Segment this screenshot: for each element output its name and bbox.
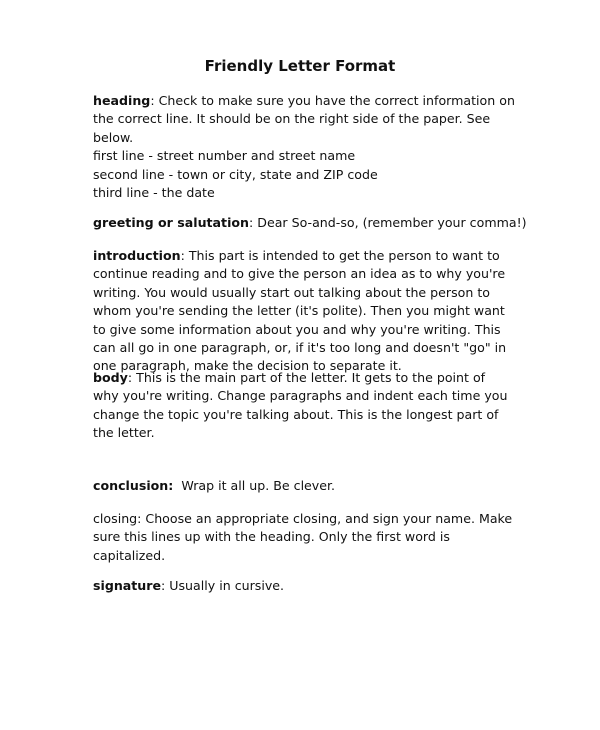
separator: : <box>161 578 170 593</box>
section-heading <box>93 92 515 202</box>
text-line: why you're writing. Change paragraphs and indent each time you <box>93 388 508 404</box>
text-line: can all go in one paragraph, or, if it's too long and doesn't "go" in <box>93 340 507 356</box>
text-line: one paragraph, make the decision to separate it. <box>93 358 402 374</box>
text-line: first line - street number and street name <box>93 148 356 164</box>
text-line: continue reading and to give the person an idea as to why you're <box>93 266 506 282</box>
section-signature <box>93 577 284 595</box>
text-line: Check to make sure you have the correct information on <box>158 93 515 108</box>
separator: : <box>150 93 159 108</box>
text-line: This is the main part of the letter. It gets to the point of <box>136 370 486 385</box>
text-line: the letter. <box>93 425 155 441</box>
section-label: conclusion: <box>93 478 174 493</box>
text-line: sure this lines up with the heading. Only the first word is <box>93 529 450 545</box>
text-line: below. <box>93 129 134 145</box>
text-line: writing. You would usually start out talking about the person to <box>93 284 490 300</box>
section-conclusion <box>93 477 335 495</box>
section-body <box>93 369 507 443</box>
section-label: introduction <box>93 248 181 263</box>
page-title: Friendly Letter Format <box>204 57 396 75</box>
text-line: third line - the date <box>93 185 215 201</box>
separator: : <box>180 248 189 263</box>
section-closing <box>93 510 512 565</box>
section-label: signature <box>93 578 162 593</box>
separator: : <box>127 370 137 385</box>
separator: : <box>249 215 258 230</box>
text-line: capitalized. <box>93 547 166 563</box>
text-line: to give some information about you and why you're writing. This <box>93 321 501 337</box>
text-line: Wrap it all up. Be clever. <box>181 478 336 493</box>
text-line: This part is intended to get the person to want to <box>188 248 500 263</box>
section-label: greeting or salutation <box>93 215 250 230</box>
text-line: closing: Choose an appropriate closing, and sign your name. Make <box>93 511 513 526</box>
text-line: whom you're sending the letter (it's polite). Then you might want <box>93 303 505 319</box>
text-line: second line - town or city, state and ZIP code <box>93 166 378 182</box>
text-line: the correct line. It should be on the right side of the paper. See <box>93 111 491 127</box>
section-introduction <box>93 247 506 376</box>
text-line: Usually in cursive. <box>169 578 285 593</box>
section-label: body <box>93 370 128 385</box>
section-greeting <box>93 214 527 232</box>
text-line: Dear So-and-so, (remember your comma!) <box>257 215 527 230</box>
section-label: heading <box>93 93 151 108</box>
text-line: change the topic you're talking about. This is the longest part of <box>93 406 499 422</box>
